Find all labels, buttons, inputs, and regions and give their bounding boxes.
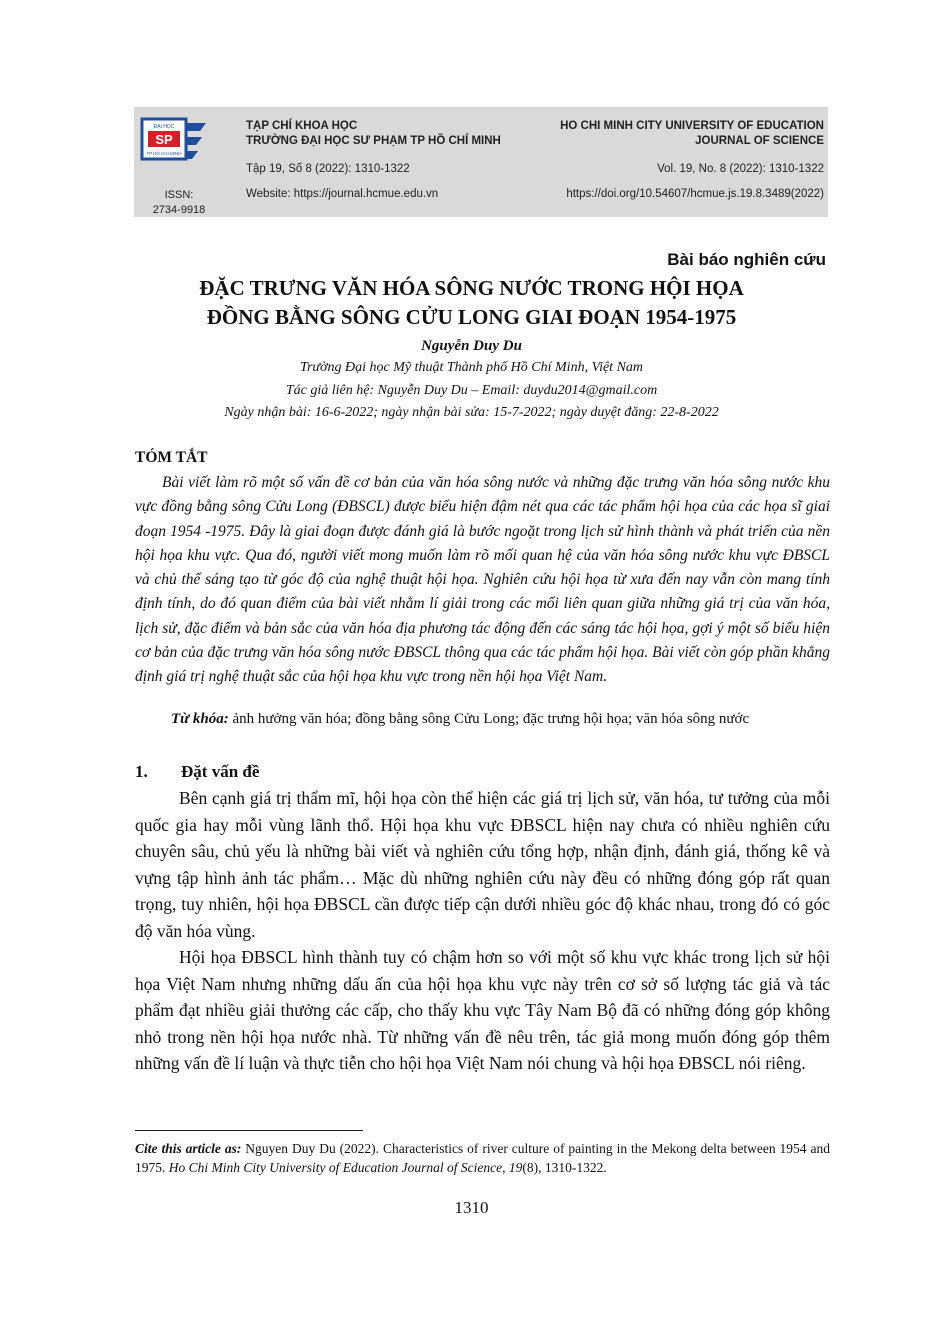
footnote-divider: [135, 1130, 363, 1131]
article-type-label: Bài báo nghiên cứu: [667, 250, 826, 269]
article-title-line-2: ĐỒNG BẰNG SÔNG CỬU LONG GIAI ĐOẠN 1954-1975: [206, 305, 737, 329]
abstract-heading: TÓM TẮT: [135, 449, 208, 466]
author-name: Nguyễn Duy Du: [421, 338, 522, 354]
submission-dates: Ngày nhận bài: 16-6-2022; ngày nhận bài sửa: 15-7-2022; ngày duyệt đăng: 22-8-2022: [224, 405, 719, 420]
cite-journal: Ho Chi Minh City University of Education Journal of Science, 19: [168, 1160, 523, 1175]
volume-vn: Tập 19, Số 8 (2022): 1310-1322: [246, 163, 410, 175]
cite-text: Nguyen Duy Du (2022). Characteristics of river culture of painting in the Mekong delta between 1954 and 1975.: [135, 1141, 830, 1175]
cite-pages: (8), 1310-1322.: [522, 1160, 607, 1175]
issn-number: 2734-9918: [152, 204, 206, 216]
section-title: Đặt vấn đề: [181, 762, 260, 781]
cite-label: Cite this article as:: [135, 1141, 242, 1156]
citation-footnote: [135, 1139, 830, 1177]
svg-text:ĐẠI HỌC: ĐẠI HỌC: [153, 124, 175, 130]
university-name-en: HO CHI MINH CITY UNIVERSITY OF EDUCATION: [560, 120, 824, 132]
article-title-line-1: ĐẶC TRƯNG VĂN HÓA SÔNG NƯỚC TRONG HỘI HỌA: [199, 276, 744, 300]
keywords-label: Từ khóa:: [171, 711, 229, 727]
university-logo: [140, 115, 208, 167]
issn-label: ISSN:: [164, 189, 194, 201]
journal-name-en: JOURNAL OF SCIENCE: [695, 135, 824, 147]
keywords-line: [171, 711, 749, 728]
keywords-list: ảnh hưởng văn hóa; đồng bằng sông Cửu Long; đặc trưng hội họa; văn hóa sông nước: [228, 711, 750, 727]
issn-block: [144, 188, 214, 218]
body-paragraph-2: Hội họa ĐBSCL hình thành tuy có chậm hơn so với một số khu vực khác trong lịch sử hội họa Việt Nam nhưng những dấu ấn của hội họa khu vực này trên cơ sở số lượng tác giả và tác phẩm đạt nhiều giải thưởng các cấp, cho thấy khu vực Tây Nam Bộ đã có những đóng góp không nhỏ trong nền hội họa nước nhà. Từ những vấn đề nêu trên, tác giả mong muốn đóng góp thêm những vấn đề lí luận và thực tiễn cho hội họa Việt Nam nói chung và hội họa ĐBSCL nói riêng.: [135, 947, 830, 1074]
author-affiliation: Trường Đại học Mỹ thuật Thành phố Hồ Chí Minh, Việt Nam: [299, 360, 644, 375]
doi-link[interactable]: https://doi.org/10.54607/hcmue.js.19.8.3489(2022): [566, 188, 824, 200]
svg-text:TP.HỒ CHÍ MINH: TP.HỒ CHÍ MINH: [146, 151, 182, 156]
journal-header: [134, 107, 828, 217]
section-number: 1.: [135, 762, 148, 781]
journal-name-vn: TẠP CHÍ KHOA HỌC: [246, 120, 358, 132]
university-name-vn: TRƯỜNG ĐẠI HỌC SƯ PHẠM TP HỒ CHÍ MINH: [246, 135, 501, 147]
svg-text:SP: SP: [155, 132, 173, 147]
volume-en: Vol. 19, No. 8 (2022): 1310-1322: [657, 163, 824, 175]
body-paragraph-1: Bên cạnh giá trị thẩm mĩ, hội họa còn thể hiện các giá trị lịch sử, văn hóa, tư tưởng của mỗi quốc gia hay mỗi vùng lãnh thổ. Hội họa khu vực ĐBSCL hiện nay chưa có nhiều nghiên cứu chuyên sâu, chủ yếu là những bài viết và nghiên cứu tổng hợp, nhận định, đánh giá, thống kê và vựng tập hình ảnh tác phẩm… Mặc dù những nghiên cứu này đều có những đóng góp rất quan trọng, tuy nhiên, hội họa ĐBSCL cần được tiếp cận dưới nhiều góc độ khác nhau, trong đó có góc độ văn hóa vùng.: [135, 788, 830, 941]
journal-website[interactable]: Website: https://journal.hcmue.edu.vn: [246, 188, 439, 200]
abstract-text: Bài viết làm rõ một số vấn đề cơ bản của văn hóa sông nước và những đặc trưng văn hóa sông nước khu vực đồng bằng sông Cửu Long (ĐBSCL) được biểu hiện đậm nét qua các tác phẩm hội họa của các họa sĩ giai đoạn 1954 -1975. Đây là giai đoạn được đánh giá là bước ngoặt trong lịch sử hình thành và phát triển của nền hội họa khu vực. Qua đó, người viết mong muốn làm rõ mối quan hệ của văn hóa sông nước khu vực ĐBSCL và chủ thể sáng tạo từ góc độ của nghệ thuật hội họa. Nghiên cứu hội họa từ xưa đến nay vẫn còn mang tính định tính, do đó quan điểm của bài viết nhằm lí giải trong các mối liên quan giữa những giá trị của văn hóa, lịch sử, đặc điểm và bản sắc của văn hóa địa phương tác động đến các sáng tác hội họa, gợi ý một số biểu hiện cơ bản của đặc trưng văn hóa sông nước ĐBSCL thông qua các tác phẩm hội họa. Bài viết còn góp phần khẳng định giá trị nghệ thuật sắc của hội họa khu vực trong nền hội họa Việt Nam.: [135, 474, 830, 686]
page-number: 1310: [454, 1198, 489, 1217]
corresponding-author: Tác giả liên hệ: Nguyễn Duy Du – Email: duydu2014@gmail.com: [285, 383, 658, 398]
